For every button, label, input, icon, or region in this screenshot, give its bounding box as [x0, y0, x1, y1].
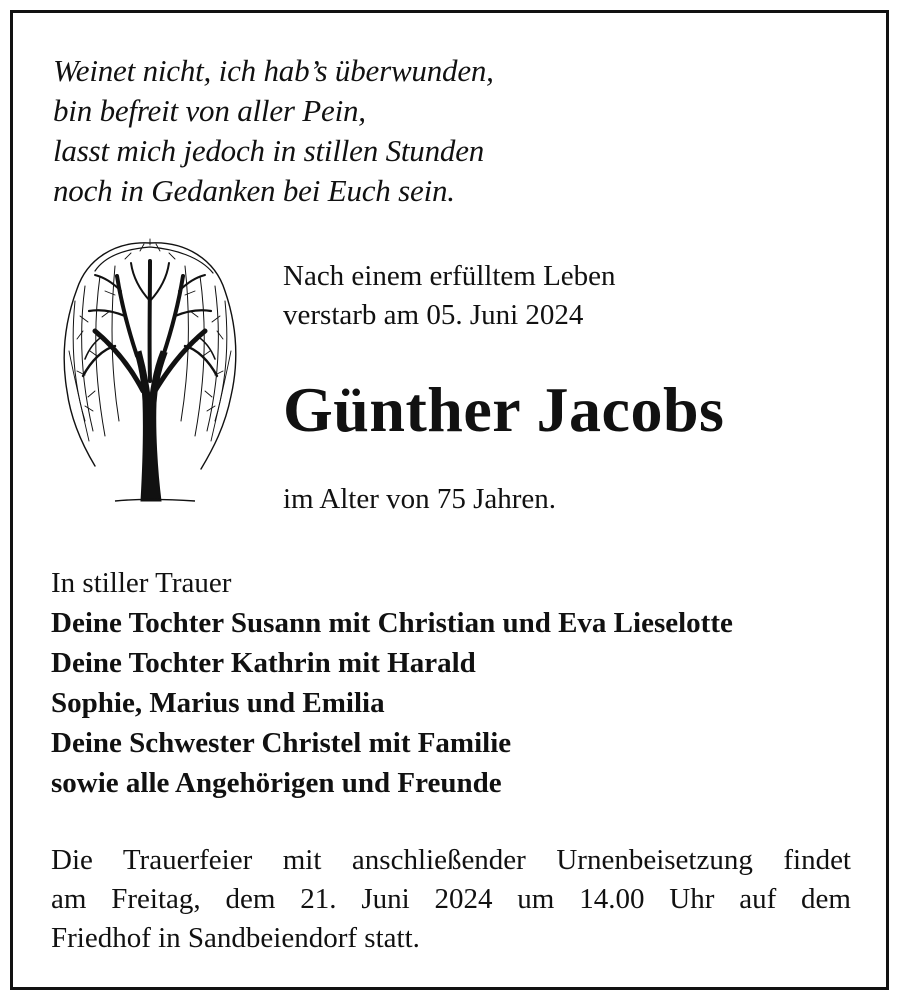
mourner-line: Deine Tochter Susann mit Christian und Eva Lieselotte: [51, 607, 733, 639]
ceremony-line: Friedhof in Sandbeiendorf statt.: [51, 922, 420, 954]
mourners-block: [51, 563, 733, 803]
poem-line: bin befreit von aller Pein,: [53, 93, 366, 128]
mourner-line: Sophie, Marius und Emilia: [51, 687, 385, 719]
mourners-heading: In stiller Trauer: [51, 567, 232, 599]
poem: [53, 51, 494, 211]
ceremony-notice: [51, 841, 851, 958]
poem-line: lasst mich jedoch in stillen Stunden: [53, 133, 485, 168]
obituary-frame: [10, 10, 889, 990]
intro-line: verstarb am 05. Juni 2024: [283, 299, 584, 331]
ceremony-line: am Freitag, dem 21. Juni 2024 um 14.00 Uhr auf dem: [51, 883, 851, 915]
mourner-line: sowie alle Angehörigen und Freunde: [51, 767, 502, 799]
poem-line: noch in Gedanken bei Euch sein.: [53, 173, 455, 208]
poem-line: Weinet nicht, ich hab’s überwunden,: [53, 53, 494, 88]
mourner-line: Deine Tochter Kathrin mit Harald: [51, 647, 476, 679]
willow-tree-icon: [55, 231, 245, 511]
intro-line: Nach einem erfülltem Leben: [283, 260, 616, 292]
ceremony-line: Die Trauerfeier mit anschließender Urnenbeisetzung findet: [51, 844, 851, 876]
death-notice-intro: [283, 257, 616, 335]
deceased-age: im Alter von 75 Jahren.: [283, 483, 557, 515]
deceased-name: Günther Jacobs: [283, 374, 725, 445]
mourner-line: Deine Schwester Christel mit Familie: [51, 727, 512, 759]
